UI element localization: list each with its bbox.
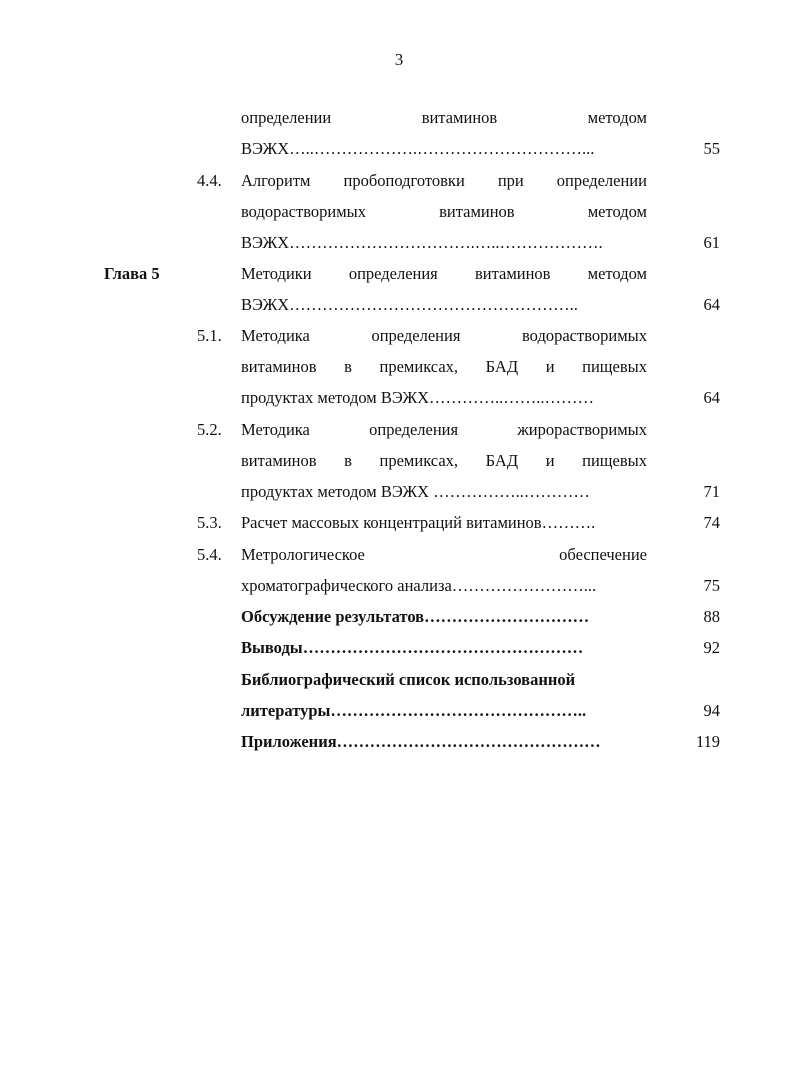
toc-page-number: 55: [703, 139, 720, 158]
section-number: 5.3.: [197, 513, 222, 532]
toc-entry-line: [241, 357, 647, 377]
word: в: [344, 451, 352, 470]
section-number: 5.2.: [197, 420, 222, 439]
word: пищевых: [582, 357, 647, 376]
toc-entry-title-leader: ВЭЖХ……………………………………………..: [241, 295, 578, 314]
word: Метрологическое: [241, 545, 365, 564]
word: витаминов: [439, 202, 515, 221]
word: Методики: [241, 264, 312, 283]
toc-entry-title-leader: хроматографического анализа……………………...: [241, 576, 597, 595]
word: методом: [587, 202, 647, 221]
word: премиксах,: [379, 357, 459, 376]
toc-page-number: 92: [703, 638, 720, 657]
word: определения: [348, 264, 438, 283]
word: определения: [371, 326, 461, 345]
toc-entry-title-leader: литературы………………………………………..: [241, 701, 587, 720]
word: и: [545, 357, 555, 376]
toc-entry-line: [241, 545, 647, 565]
word: методом: [587, 108, 647, 127]
toc-entry-line: [241, 108, 647, 128]
toc-entry-title-leader: продуктах методом ВЭЖХ…………..……..………: [241, 388, 595, 407]
word: жирорастворимых: [517, 420, 647, 439]
toc-entry-title-leader: Выводы……………………………………………: [241, 638, 584, 657]
toc-page-number: 74: [703, 513, 720, 532]
word: витаминов: [421, 108, 498, 127]
word: витаминов: [474, 264, 551, 283]
word: при: [497, 171, 524, 190]
toc-page-number: 71: [703, 482, 720, 501]
word: обеспечение: [559, 545, 647, 564]
word: определении: [556, 171, 647, 190]
toc-entry-line: [241, 171, 647, 191]
word: БАД: [485, 451, 519, 470]
word: определения: [369, 420, 459, 439]
chapter-label: Глава 5: [104, 264, 160, 283]
word: витаминов: [241, 451, 317, 470]
word: Методика: [241, 326, 310, 345]
word: пищевых: [582, 451, 647, 470]
toc-entry-title: Библиографический список использованной: [241, 670, 576, 689]
word: БАД: [485, 357, 519, 376]
toc-entry-title-leader: ВЭЖХ…………………………….…..……………….: [241, 233, 603, 252]
toc-entry-line: [241, 420, 647, 440]
word: водорастворимых: [241, 202, 366, 221]
toc-entry-line: [241, 202, 647, 222]
word: Методика: [241, 420, 310, 439]
toc-entry-title-leader: Обсуждение результатов…………………………: [241, 607, 590, 626]
word: методом: [587, 264, 647, 283]
word: премиксах,: [379, 451, 459, 470]
section-number: 4.4.: [197, 171, 222, 190]
toc-entry-line: [241, 326, 647, 346]
toc-page-number: 119: [695, 732, 720, 751]
word: водорастворимых: [522, 326, 647, 345]
page-number: 3: [394, 50, 404, 69]
word: в: [344, 357, 352, 376]
toc-page-number: 88: [703, 607, 720, 626]
word: определении: [241, 108, 332, 127]
toc-page-number: 61: [703, 233, 720, 252]
toc-entry-line: [241, 264, 647, 284]
toc-entry-title-leader: Приложения…………………………………………: [241, 732, 601, 751]
toc-entry-title-leader: ВЭЖХ…..……………….…………………………...: [241, 139, 595, 158]
word: витаминов: [241, 357, 317, 376]
toc-entry-title-leader: продуктах методом ВЭЖХ ……………..…………: [241, 482, 590, 501]
toc-page-number: 75: [703, 576, 720, 595]
section-number: 5.1.: [197, 326, 222, 345]
toc-page-number: 64: [703, 388, 720, 407]
toc-page-number: 94: [703, 701, 720, 720]
word: пробоподготовки: [343, 171, 465, 190]
section-number: 5.4.: [197, 545, 222, 564]
toc-entry-line: [241, 451, 647, 471]
word: Алгоритм: [241, 171, 311, 190]
word: и: [545, 451, 555, 470]
toc-entry-title-leader: Расчет массовых концентраций витаминов……….: [241, 513, 596, 532]
toc-page-number: 64: [703, 295, 720, 314]
